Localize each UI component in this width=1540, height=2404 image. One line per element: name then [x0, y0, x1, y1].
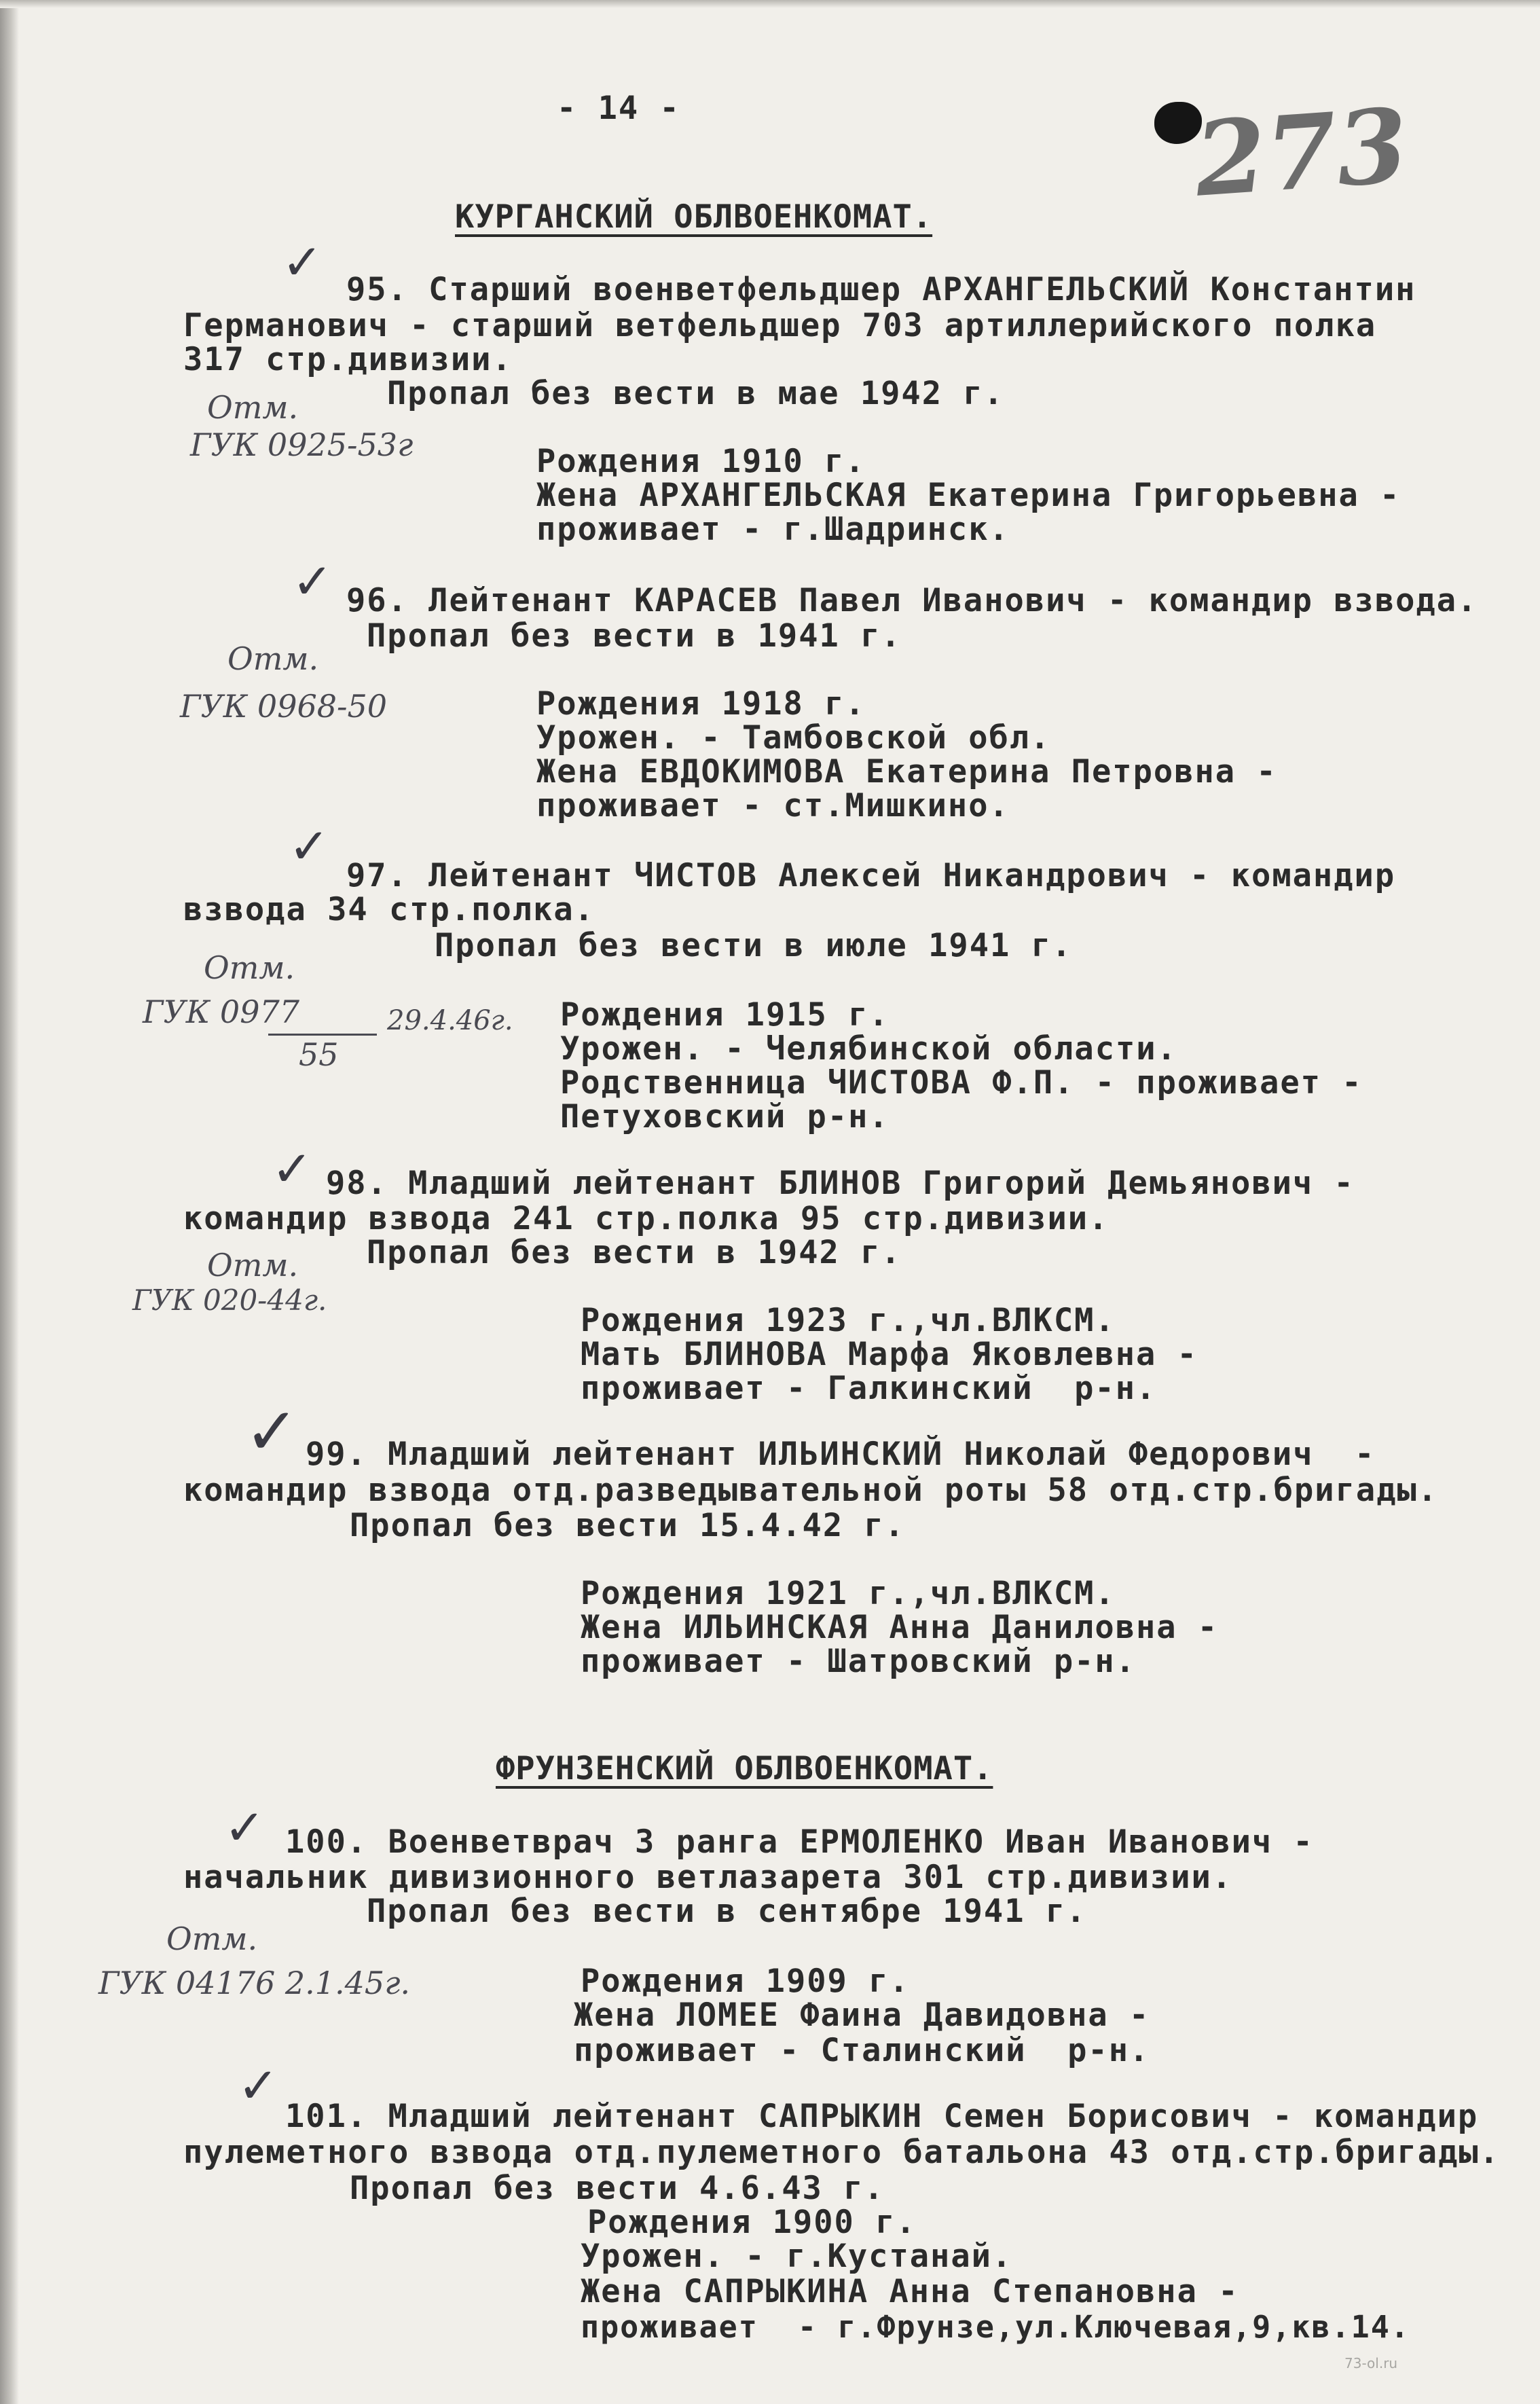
entry-96-missing: Пропал без вести в 1941 г. [367, 617, 902, 655]
checkmark-icon: ✓ [272, 1140, 313, 1197]
entry-96-origin: Урожен. - Тамбовской обл. [536, 719, 1051, 757]
handwritten-guk-ref: ГУК 020-44г. [132, 1283, 327, 1317]
section-heading-frunze: ФРУНЗЕНСКИЙ ОБЛВОЕНКОМАТ. [496, 1750, 993, 1787]
checkmark-icon: ✓ [244, 1394, 299, 1470]
entry-101-born: Рождения 1900 г. [587, 2204, 917, 2241]
handwritten-guk-ref: ГУК 0925-53г [190, 426, 414, 463]
entry-99-line-1: 99. Младший лейтенант ИЛЬИНСКИЙ Николай Федорович - [306, 1436, 1376, 1473]
entry-101-origin: Урожен. - г.Кустанай. [581, 2238, 1013, 2275]
entry-95-line-1: 95. Старший военветфельдшер АРХАНГЕЛЬСКИЙ Константин [346, 271, 1416, 308]
archive-sheet-number: 273 [1191, 86, 1412, 220]
entry-98-line-1: 98. Младший лейтенант БЛИНОВ Григорий Демьянович - [326, 1165, 1355, 1202]
entry-99-relative: Жена ИЛЬИНСКАЯ Анна Даниловна - [581, 1609, 1219, 1646]
entry-100-born: Рождения 1909 г. [581, 1963, 910, 2000]
entry-97-relative: Родственница ЧИСТОВА Ф.П. - проживает - [560, 1064, 1363, 1101]
entry-95-missing: Пропал без вести в мае 1942 г. [387, 375, 1004, 412]
handwritten-note-otm: Отм. [207, 1247, 299, 1283]
entry-97-origin: Урожен. - Челябинской области. [560, 1030, 1177, 1068]
entry-100-relative: Жена ЛОМЕЕ Фаина Давидовна - [574, 1997, 1150, 2034]
entry-98-born: Рождения 1923 г.,чл.ВЛКСМ. [581, 1302, 1116, 1339]
entry-100-missing: Пропал без вести в сентябре 1941 г. [367, 1893, 1087, 1930]
entry-95-residence: проживает - г.Шадринск. [536, 511, 1010, 548]
handwritten-date: 29.4.46г. [387, 1005, 513, 1036]
entry-101-line-2: пулеметного взвода отд.пулеметного батальона 43 отд.стр.бригады. [183, 2134, 1500, 2171]
handwritten-guk-denominator: 55 [299, 1036, 339, 1073]
handwritten-guk-ref: ГУК 0977 [143, 994, 299, 1030]
entry-98-line-2: командир взвода 241 стр.полка 95 стр.дивизии. [183, 1200, 1110, 1237]
entry-100-residence: проживает - Сталинский р-н. [574, 2032, 1150, 2069]
handwritten-fraction-line [268, 1034, 377, 1036]
entry-99-residence: проживает - Шатровский р-н. [581, 1643, 1137, 1680]
entry-95-line-2: Германович - старший ветфельдшер 703 артиллерийского полка [183, 307, 1377, 344]
entry-98-residence: проживает - Галкинский р-н. [581, 1370, 1157, 1407]
entry-101-relative: Жена САПРЫКИНА Анна Степановна - [581, 2273, 1239, 2310]
entry-95-born: Рождения 1910 г. [536, 443, 866, 480]
entry-99-born: Рождения 1921 г.,чл.ВЛКСМ. [581, 1575, 1116, 1612]
entry-101-line-1: 101. Младший лейтенант САПРЫКИН Семен Борисович - командир [285, 2098, 1479, 2135]
watermark-text: 73-ol.ru [1344, 2355, 1398, 2371]
page-number: - 14 - [557, 90, 680, 127]
handwritten-guk-ref: ГУК 04176 2.1.45г. [98, 1965, 411, 2001]
scan-left-edge-shadow [0, 0, 19, 2404]
checkmark-icon: ✓ [289, 818, 330, 875]
entry-99-line-2: командир взвода отд.разведывательной роты 58 отд.стр.бригады. [183, 1472, 1439, 1509]
entry-98-relative: Мать БЛИНОВА Марфа Яковлевна - [581, 1336, 1198, 1373]
checkmark-icon: ✓ [282, 234, 323, 291]
entry-97-missing: Пропал без вести в июле 1941 г. [435, 927, 1073, 964]
entry-97-born: Рождения 1915 г. [560, 996, 890, 1034]
handwritten-note-otm: Отм. [166, 1920, 258, 1957]
entry-96-residence: проживает - ст.Мишкино. [536, 787, 1010, 824]
checkmark-icon: ✓ [238, 2057, 279, 2114]
entry-96-line-1: 96. Лейтенант КАРАСЕВ Павел Иванович - командир взвода. [346, 582, 1478, 619]
scan-top-edge-shadow [0, 0, 1540, 8]
entry-100-line-2: начальник дивизионного ветлазарета 301 стр.дивизии. [183, 1859, 1233, 1896]
entry-99-missing: Пропал без вести 15.4.42 г. [350, 1507, 906, 1544]
entry-97-line-1: 97. Лейтенант ЧИСТОВ Алексей Никандрович - командир [346, 857, 1396, 894]
handwritten-note-otm: Отм. [204, 949, 295, 986]
checkmark-icon: ✓ [292, 553, 333, 610]
handwritten-guk-ref: ГУК 0968-50 [180, 688, 388, 725]
entry-97-residence: Петуховский р-н. [560, 1098, 890, 1135]
entry-101-residence: проживает - г.Фрунзе,ул.Ключевая,9,кв.14. [581, 2309, 1410, 2345]
entry-101-missing: Пропал без вести 4.6.43 г. [350, 2170, 885, 2207]
handwritten-note-otm: Отм. [207, 389, 299, 426]
entry-95-line-3: 317 стр.дивизии. [183, 341, 513, 378]
entry-100-line-1: 100. Военветврач 3 ранга ЕРМОЛЕНКО Иван Иванович - [285, 1823, 1314, 1861]
entry-96-born: Рождения 1918 г. [536, 685, 866, 723]
checkmark-icon: ✓ [224, 1799, 265, 1856]
entry-96-relative: Жена ЕВДОКИМОВА Екатерина Петровна - [536, 753, 1277, 790]
entry-95-relative: Жена АРХАНГЕЛЬСКАЯ Екатерина Григорьевна - [536, 477, 1401, 514]
entry-97-line-2: взвода 34 стр.полка. [183, 891, 595, 928]
section-heading-kurgan: КУРГАНСКИЙ ОБЛВОЕНКОМАТ. [455, 198, 933, 236]
entry-98-missing: Пропал без вести в 1942 г. [367, 1234, 902, 1271]
handwritten-note-otm: Отм. [227, 640, 319, 677]
